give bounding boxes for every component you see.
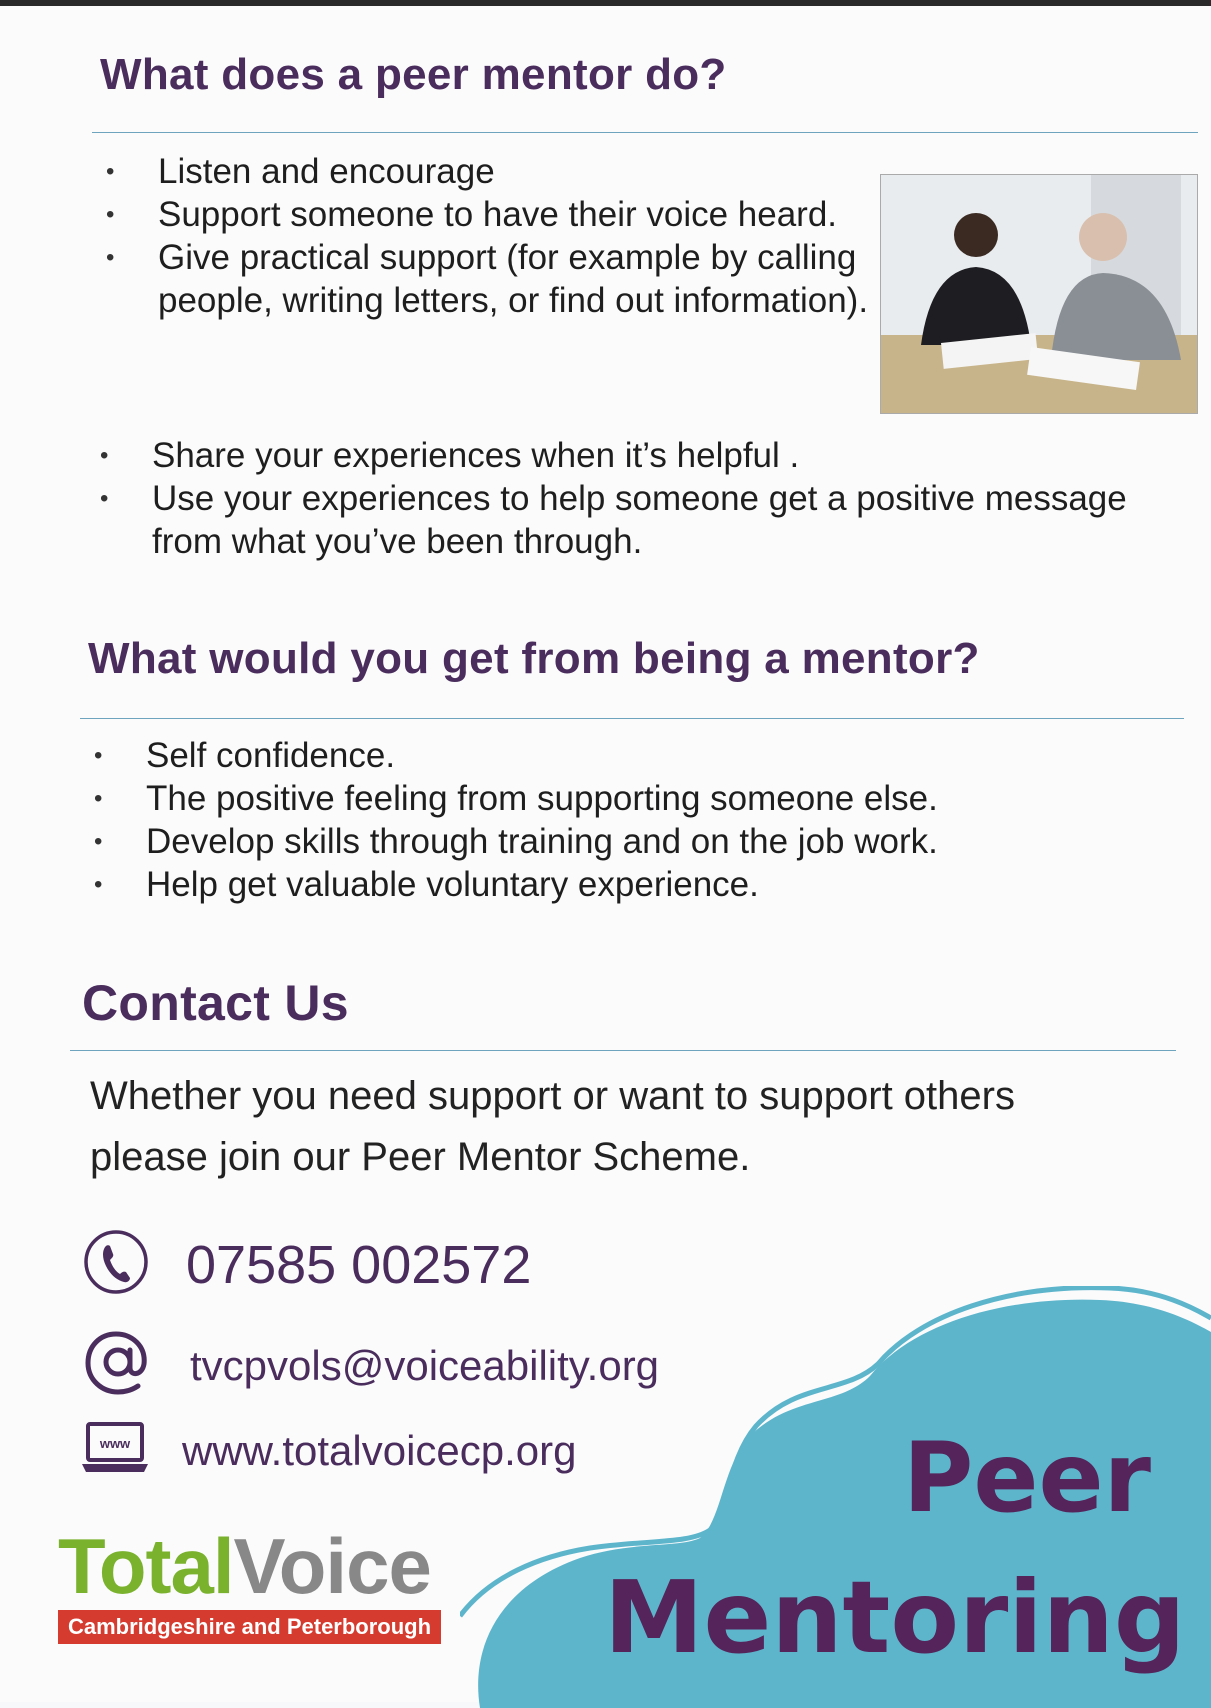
list-item: • Help get valuable voluntary experience. (86, 863, 1176, 906)
peer-mentor-duties-list (98, 150, 878, 322)
mentoring-photo-illustration (881, 175, 1197, 413)
email-address[interactable]: tvcpvols@voiceability.org (190, 1341, 660, 1389)
at-icon (82, 1328, 152, 1403)
logo-total-text: Total (58, 1522, 234, 1610)
list-item: • Share your experiences when it’s helpful . (92, 434, 1132, 477)
list-item: • The positive feeling from supporting someone else. (86, 777, 1176, 820)
banner-title-line1: Peer (903, 1422, 1151, 1534)
list-item: • Support someone to have their voice heard. (98, 193, 878, 236)
section-divider (80, 718, 1184, 719)
banner-title-line2: Mentoring (604, 1559, 1186, 1676)
contact-intro: Whether you need support or want to support others please join our Peer Mentor Scheme. (90, 1074, 1015, 1179)
logo-region-strip: Cambridgeshire and Peterborough (58, 1610, 441, 1644)
section-divider (70, 1050, 1176, 1051)
phone-number[interactable]: 07585 002572 (186, 1234, 532, 1295)
list-item: • Use your experiences to help someone get a positive message from what you’ve been through. (92, 477, 1132, 563)
list-item: • Listen and encourage (98, 150, 878, 193)
section-heading-peer-mentor: What does a peer mentor do? (100, 50, 727, 99)
laptop-icon (80, 1420, 150, 1481)
contact-heading: Contact Us (82, 975, 349, 1031)
list-item: • Self confidence. (86, 734, 1176, 777)
logo-wordmark (58, 1524, 441, 1608)
totalvoice-logo (58, 1524, 441, 1644)
mentoring-photo (880, 174, 1198, 414)
phone-icon (82, 1228, 150, 1301)
peer-mentor-duties-list-cont (92, 434, 1132, 563)
website-link[interactable]: www.totalvoicecp.org (182, 1426, 577, 1474)
list-item: • Develop skills through training and on the job work. (86, 820, 1176, 863)
logo-voice-text: Voice (233, 1522, 431, 1610)
list-item: • Give practical support (for example by calling people, writing letters, or find out information). (98, 236, 878, 322)
laptop-icon-label: www (99, 1436, 131, 1451)
section-heading-benefits: What would you get from being a mentor? (88, 634, 980, 683)
section-divider (92, 132, 1198, 133)
mentor-benefits-list (86, 734, 1176, 906)
